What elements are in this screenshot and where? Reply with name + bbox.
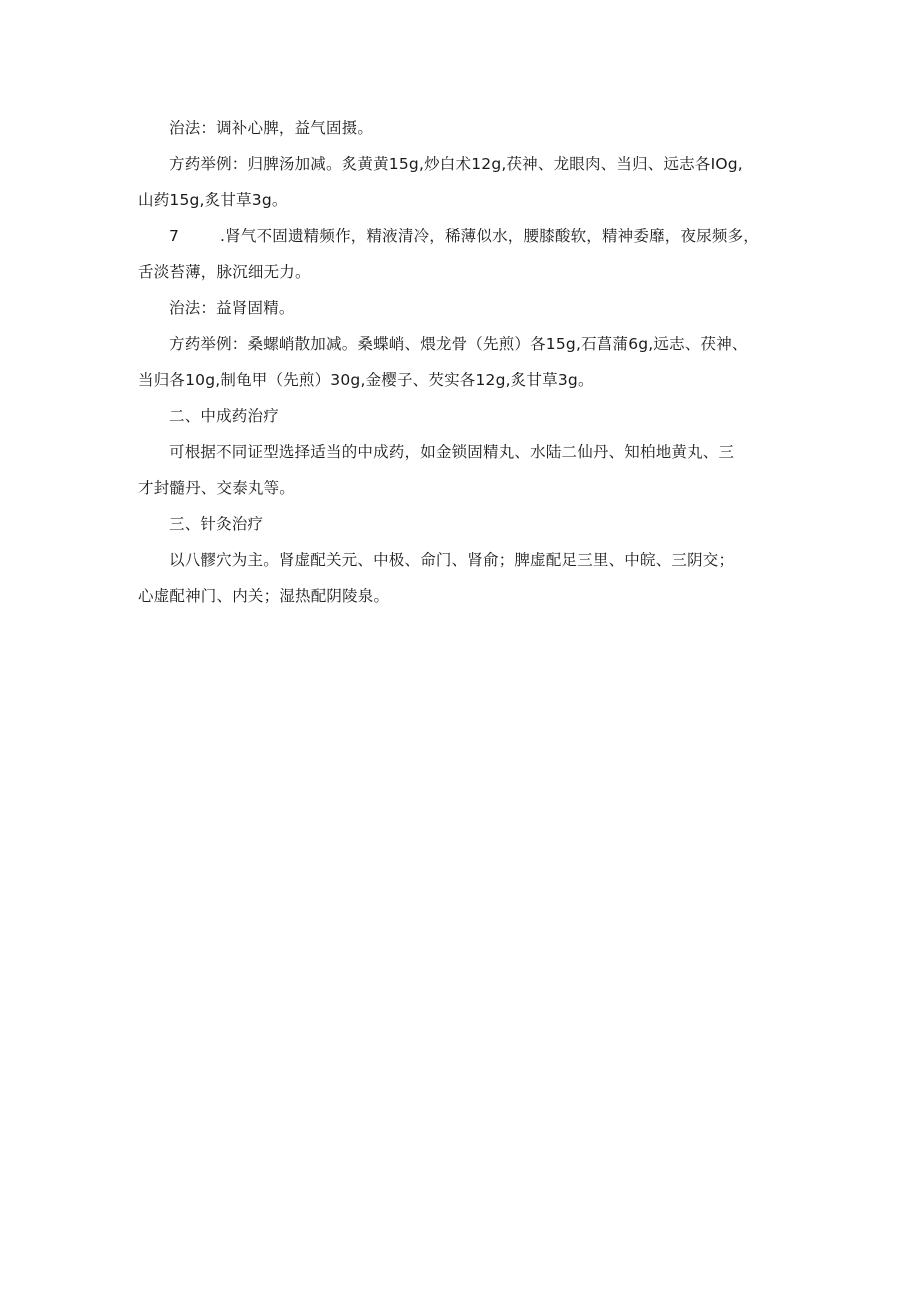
text-line: 治法：益肾固精。 [169,299,295,317]
text-line: 以八髎穴为主。肾虚配关元、中极、命门、肾俞；脾虚配足三里、中皖、三阴交； [169,551,735,569]
paragraph-prescription-1 [138,146,786,218]
section-heading-patent-medicine [138,398,786,434]
text-line: 治法：调补心脾，益气固摄。 [169,119,374,137]
paragraph-treatment-method-2 [138,290,786,326]
text-line: 舌淡苔薄，脉沉细无力。 [138,263,311,281]
text-line: 7 .肾气不固遗精频作，精液清冷，稀薄似水，腰膝酸软，精神委靡，夜尿频多， [169,227,759,245]
text-line: 才封髓丹、交泰丸等。 [138,479,296,497]
document-body [138,110,786,614]
text-line: 二、中成药治疗 [169,407,279,425]
text-line: 方药举例：归脾汤加减。炙黄黄15g,炒白术12g,茯神、龙眼肉、当归、远志各IOg, [169,155,743,173]
section-heading-acupuncture [138,506,786,542]
text-line: 三、针灸治疗 [169,515,264,533]
text-line: 山药15g,炙甘草3g。 [138,191,288,209]
paragraph-prescription-2 [138,326,786,398]
text-line: 当归各10g,制龟甲（先煎）30g,金樱子、芡实各12g,炙甘草3g。 [138,371,594,389]
paragraph-syndrome-7 [138,218,786,290]
paragraph-acupuncture [138,542,786,614]
paragraph-treatment-method-1 [138,110,786,146]
text-line: 可根据不同证型选择适当的中成药，如金锁固精丸、水陆二仙丹、知柏地黄丸、三 [169,443,735,461]
text-line: 方药举例：桑螺峭散加减。桑蝶峭、煨龙骨（先煎）各15g,石菖蒲6g,远志、茯神、 [169,335,748,353]
paragraph-patent-medicine [138,434,786,506]
text-line: 心虚配神门、内关；湿热配阴陵泉。 [138,587,390,605]
